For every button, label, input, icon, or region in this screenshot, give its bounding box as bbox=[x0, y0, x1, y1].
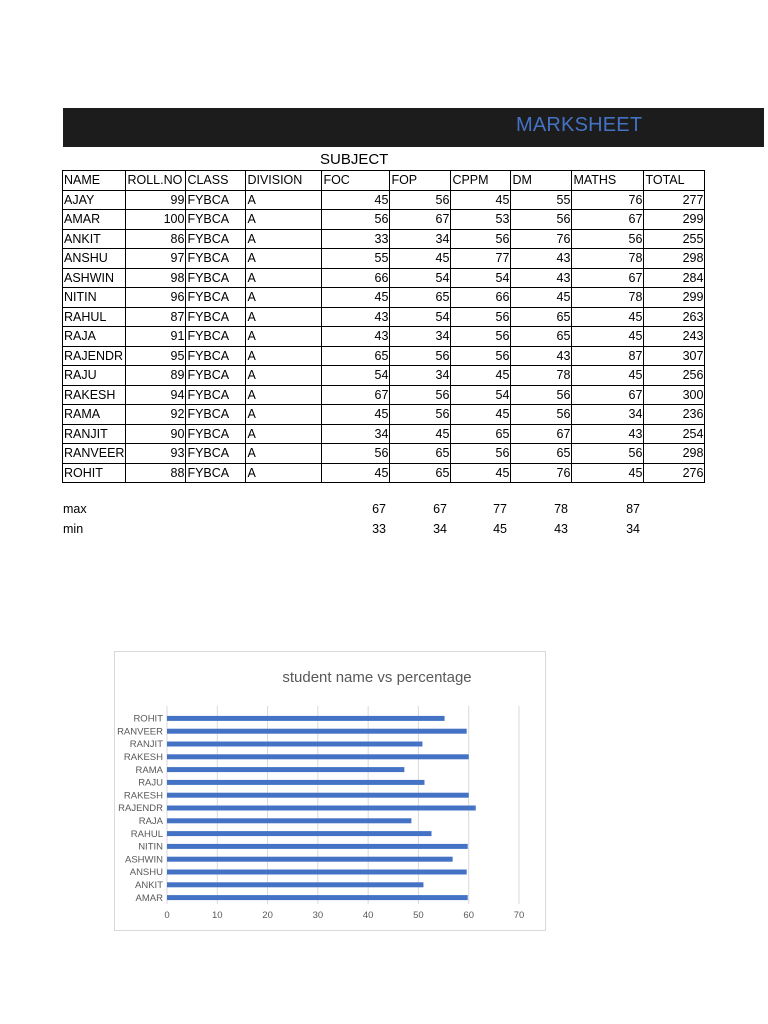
table-cell[interactable]: 34 bbox=[390, 327, 451, 347]
table-cell[interactable]: ANKIT bbox=[63, 229, 126, 249]
table-cell[interactable]: 97 bbox=[126, 249, 186, 269]
table-cell[interactable]: FYBCA bbox=[186, 424, 246, 444]
bar bbox=[167, 844, 468, 849]
stats-label: max bbox=[63, 502, 87, 517]
table-cell[interactable]: 34 bbox=[572, 405, 644, 425]
table-cell[interactable]: 92 bbox=[126, 405, 186, 425]
column-header: DM bbox=[511, 171, 572, 191]
table-cell[interactable]: 91 bbox=[126, 327, 186, 347]
y-category-label: ROHIT bbox=[133, 713, 163, 725]
table-cell[interactable]: 56 bbox=[451, 444, 511, 464]
table-cell[interactable]: 96 bbox=[126, 288, 186, 308]
column-header: TOTAL bbox=[644, 171, 705, 191]
table-cell[interactable]: A bbox=[246, 210, 322, 230]
table-cell[interactable]: ROHIT bbox=[63, 463, 126, 483]
table-cell[interactable]: 56 bbox=[322, 210, 390, 230]
table-row bbox=[63, 463, 705, 483]
table-cell[interactable]: 33 bbox=[322, 229, 390, 249]
table-cell[interactable]: RAHUL bbox=[63, 307, 126, 327]
table-cell[interactable]: 90 bbox=[126, 424, 186, 444]
empty-cell bbox=[123, 500, 183, 520]
table-cell[interactable]: AJAY bbox=[63, 190, 126, 210]
table-cell[interactable]: 67 bbox=[572, 210, 644, 230]
table-row bbox=[63, 307, 705, 327]
stats-row bbox=[62, 520, 641, 540]
table-cell[interactable]: FYBCA bbox=[186, 405, 246, 425]
empty-cell bbox=[243, 520, 319, 540]
table-cell[interactable]: 78 bbox=[572, 288, 644, 308]
table-cell[interactable]: 43 bbox=[511, 249, 572, 269]
table-cell[interactable]: 284 bbox=[644, 268, 705, 288]
table-row bbox=[63, 327, 705, 347]
table-cell[interactable]: 45 bbox=[390, 424, 451, 444]
table-cell[interactable]: 67 bbox=[322, 385, 390, 405]
table-cell[interactable]: 56 bbox=[451, 327, 511, 347]
table-cell[interactable]: 99 bbox=[126, 190, 186, 210]
column-header: MATHS bbox=[572, 171, 644, 191]
table-cell[interactable]: 45 bbox=[572, 463, 644, 483]
y-category-label: ANKIT bbox=[135, 880, 163, 891]
table-row bbox=[63, 366, 705, 386]
table-cell[interactable]: 34 bbox=[390, 366, 451, 386]
table-cell[interactable]: A bbox=[246, 288, 322, 308]
table-cell[interactable]: 56 bbox=[451, 307, 511, 327]
table-cell[interactable]: A bbox=[246, 366, 322, 386]
table-cell[interactable]: 45 bbox=[572, 327, 644, 347]
table-cell[interactable]: 45 bbox=[390, 249, 451, 269]
table-cell[interactable]: 299 bbox=[644, 288, 705, 308]
y-category-label: AMAR bbox=[135, 892, 163, 904]
stats-value: 78 bbox=[554, 502, 568, 517]
table-cell[interactable]: 94 bbox=[126, 385, 186, 405]
bar bbox=[167, 831, 432, 836]
table-cell[interactable]: FYBCA bbox=[186, 327, 246, 347]
table-cell[interactable]: FYBCA bbox=[186, 210, 246, 230]
table-cell[interactable]: FYBCA bbox=[186, 346, 246, 366]
table-cell[interactable]: FYBCA bbox=[186, 444, 246, 464]
table-cell[interactable]: 243 bbox=[644, 327, 705, 347]
table-cell[interactable]: FYBCA bbox=[186, 249, 246, 269]
table-cell[interactable]: 298 bbox=[644, 444, 705, 464]
table-cell[interactable]: 34 bbox=[390, 229, 451, 249]
table-cell[interactable]: 45 bbox=[322, 190, 390, 210]
table-cell[interactable]: 55 bbox=[322, 249, 390, 269]
stats-label: min bbox=[63, 521, 84, 536]
bar bbox=[167, 806, 476, 811]
table-cell[interactable]: 65 bbox=[511, 444, 572, 464]
stats-value: 45 bbox=[493, 521, 507, 536]
table-cell[interactable]: A bbox=[246, 190, 322, 210]
table-row bbox=[63, 405, 705, 425]
table-cell[interactable]: 45 bbox=[322, 288, 390, 308]
bar bbox=[167, 780, 424, 785]
table-cell[interactable]: FYBCA bbox=[186, 229, 246, 249]
stats-value: 33 bbox=[372, 521, 386, 536]
empty-cell bbox=[243, 500, 319, 520]
table-cell[interactable]: 78 bbox=[572, 249, 644, 269]
table-cell[interactable]: 65 bbox=[390, 444, 451, 464]
table-cell[interactable]: 56 bbox=[572, 444, 644, 464]
y-category-label: RAKESH bbox=[123, 752, 163, 763]
column-header: ROLL.NO bbox=[126, 171, 186, 191]
table-cell[interactable]: 86 bbox=[126, 229, 186, 249]
y-category-label: RAHUL bbox=[130, 828, 163, 840]
table-row bbox=[63, 268, 705, 288]
table-row bbox=[63, 229, 705, 249]
table-cell[interactable]: 254 bbox=[644, 424, 705, 444]
table-cell[interactable]: 65 bbox=[390, 288, 451, 308]
table-cell[interactable]: ANSHU bbox=[63, 249, 126, 269]
table-cell[interactable]: 263 bbox=[644, 307, 705, 327]
table-cell[interactable]: 56 bbox=[451, 229, 511, 249]
stats-row bbox=[62, 500, 641, 520]
stats-value: 77 bbox=[493, 502, 507, 517]
table-row bbox=[63, 210, 705, 230]
table-cell[interactable]: A bbox=[246, 444, 322, 464]
table-cell[interactable]: 67 bbox=[572, 385, 644, 405]
table-cell[interactable]: A bbox=[246, 424, 322, 444]
table-cell[interactable]: 307 bbox=[644, 346, 705, 366]
stats-value: 67 bbox=[372, 502, 386, 517]
table-cell[interactable]: 276 bbox=[644, 463, 705, 483]
table-cell[interactable]: RANJIT bbox=[63, 424, 126, 444]
table-cell[interactable]: 53 bbox=[451, 210, 511, 230]
table-row bbox=[63, 444, 705, 464]
table-cell[interactable]: RAJU bbox=[63, 366, 126, 386]
table-cell[interactable]: 93 bbox=[126, 444, 186, 464]
table-cell[interactable]: A bbox=[246, 249, 322, 269]
stats-table bbox=[62, 500, 641, 539]
table-cell[interactable]: 45 bbox=[451, 366, 511, 386]
table-cell[interactable]: 277 bbox=[644, 190, 705, 210]
y-category-label: NITIN bbox=[138, 841, 163, 853]
bar-chart bbox=[115, 652, 545, 930]
table-cell[interactable]: 43 bbox=[511, 346, 572, 366]
table-cell[interactable]: 56 bbox=[390, 346, 451, 366]
y-category-label: RAMA bbox=[135, 764, 163, 776]
bar bbox=[167, 742, 422, 747]
page-title: MARKSHEET bbox=[516, 114, 643, 136]
table-cell[interactable]: A bbox=[246, 327, 322, 347]
table-cell[interactable]: 100 bbox=[126, 210, 186, 230]
table-cell[interactable]: A bbox=[246, 385, 322, 405]
column-header: CLASS bbox=[186, 171, 246, 191]
table-cell[interactable]: A bbox=[246, 307, 322, 327]
bar bbox=[167, 857, 453, 862]
empty-cell bbox=[183, 500, 243, 520]
table-cell[interactable]: 56 bbox=[511, 210, 572, 230]
column-header: FOP bbox=[390, 171, 451, 191]
table-cell[interactable]: 54 bbox=[451, 385, 511, 405]
x-tick-label: 50 bbox=[413, 910, 424, 921]
table-cell[interactable]: A bbox=[246, 229, 322, 249]
chart-container bbox=[114, 651, 546, 931]
y-category-label: RAKESH bbox=[123, 790, 163, 802]
table-cell[interactable]: FYBCA bbox=[186, 288, 246, 308]
y-category-label: RANJIT bbox=[129, 739, 163, 751]
table-cell[interactable]: FYBCA bbox=[186, 366, 246, 386]
table-row bbox=[63, 288, 705, 308]
table-cell[interactable]: RANVEER bbox=[63, 444, 126, 464]
table-cell[interactable]: A bbox=[246, 463, 322, 483]
table-cell[interactable]: 45 bbox=[451, 405, 511, 425]
x-tick-label: 10 bbox=[211, 910, 223, 921]
table-cell[interactable]: 54 bbox=[390, 268, 451, 288]
table-row bbox=[63, 346, 705, 366]
y-category-label: ANSHU bbox=[129, 867, 163, 879]
table-cell[interactable]: 65 bbox=[390, 463, 451, 483]
table-cell[interactable]: A bbox=[246, 346, 322, 366]
table-cell[interactable]: 67 bbox=[511, 424, 572, 444]
y-category-label: RANVEER bbox=[117, 726, 163, 738]
bar bbox=[167, 716, 445, 721]
table-cell[interactable]: RAMA bbox=[63, 405, 126, 425]
marks-table bbox=[62, 170, 705, 483]
table-cell[interactable]: 76 bbox=[572, 190, 644, 210]
table-cell[interactable]: 54 bbox=[451, 268, 511, 288]
chart-title: student name vs percentage bbox=[282, 669, 472, 686]
table-cell[interactable]: 43 bbox=[511, 268, 572, 288]
bar bbox=[167, 767, 404, 772]
table-cell[interactable]: 56 bbox=[451, 346, 511, 366]
table-cell[interactable]: 56 bbox=[390, 405, 451, 425]
x-tick-label: 30 bbox=[312, 910, 324, 921]
table-cell[interactable]: 88 bbox=[126, 463, 186, 483]
table-cell[interactable]: 45 bbox=[322, 463, 390, 483]
table-cell[interactable]: 56 bbox=[511, 405, 572, 425]
table-cell[interactable]: 65 bbox=[451, 424, 511, 444]
table-cell[interactable]: FYBCA bbox=[186, 190, 246, 210]
stats-value: 43 bbox=[554, 521, 568, 536]
table-row bbox=[63, 190, 705, 210]
table-cell[interactable]: 67 bbox=[572, 268, 644, 288]
table-cell[interactable]: 43 bbox=[322, 327, 390, 347]
table-cell[interactable]: 45 bbox=[572, 307, 644, 327]
table-row bbox=[63, 385, 705, 405]
table-cell[interactable]: 87 bbox=[572, 346, 644, 366]
table-cell[interactable]: 45 bbox=[572, 366, 644, 386]
x-tick-label: 60 bbox=[463, 910, 475, 921]
column-header: FOC bbox=[322, 171, 390, 191]
table-cell[interactable]: 89 bbox=[126, 366, 186, 386]
table-cell[interactable]: 55 bbox=[511, 190, 572, 210]
table-cell[interactable]: 56 bbox=[322, 444, 390, 464]
empty-cell bbox=[123, 520, 183, 540]
table-cell[interactable]: 255 bbox=[644, 229, 705, 249]
table-cell[interactable]: 98 bbox=[126, 268, 186, 288]
table-cell[interactable]: A bbox=[246, 268, 322, 288]
marksheet-banner bbox=[63, 108, 764, 147]
table-cell[interactable]: ASHWIN bbox=[63, 268, 126, 288]
table-cell[interactable]: 43 bbox=[322, 307, 390, 327]
x-tick-label: 20 bbox=[262, 910, 273, 921]
y-category-label: RAJU bbox=[138, 777, 163, 789]
table-cell[interactable]: A bbox=[246, 405, 322, 425]
table-row bbox=[63, 249, 705, 269]
x-tick-label: 70 bbox=[513, 910, 525, 921]
stats-value: 67 bbox=[433, 502, 447, 517]
stats-value: 87 bbox=[626, 502, 640, 517]
column-header: DIVISION bbox=[246, 171, 322, 191]
table-cell[interactable]: 78 bbox=[511, 366, 572, 386]
table-cell[interactable]: 34 bbox=[322, 424, 390, 444]
stats-value: 34 bbox=[626, 521, 640, 536]
table-cell[interactable]: RAJENDR bbox=[63, 346, 126, 366]
table-cell[interactable]: 43 bbox=[572, 424, 644, 444]
table-cell[interactable]: 298 bbox=[644, 249, 705, 269]
column-header: CPPM bbox=[451, 171, 511, 191]
bar bbox=[167, 818, 411, 823]
table-cell[interactable]: 45 bbox=[322, 405, 390, 425]
table-cell[interactable]: 56 bbox=[511, 385, 572, 405]
bar bbox=[167, 882, 423, 887]
table-cell[interactable]: 65 bbox=[511, 307, 572, 327]
table-header-row bbox=[63, 171, 705, 191]
table-cell[interactable]: FYBCA bbox=[186, 463, 246, 483]
table-cell[interactable]: 56 bbox=[390, 190, 451, 210]
table-cell[interactable]: FYBCA bbox=[186, 268, 246, 288]
table-cell[interactable]: AMAR bbox=[63, 210, 126, 230]
table-cell[interactable]: RAKESH bbox=[63, 385, 126, 405]
bar bbox=[167, 870, 467, 875]
bar bbox=[167, 729, 467, 734]
y-category-label: RAJENDR bbox=[118, 803, 163, 815]
x-tick-label: 40 bbox=[362, 910, 374, 921]
bar bbox=[167, 793, 469, 798]
bar bbox=[167, 895, 468, 900]
table-cell[interactable]: RAJA bbox=[63, 327, 126, 347]
table-cell[interactable]: 54 bbox=[390, 307, 451, 327]
table-cell[interactable]: FYBCA bbox=[186, 385, 246, 405]
table-cell[interactable]: 56 bbox=[390, 385, 451, 405]
table-cell[interactable]: 236 bbox=[644, 405, 705, 425]
table-cell[interactable]: 76 bbox=[511, 229, 572, 249]
table-cell[interactable]: 66 bbox=[451, 288, 511, 308]
table-cell[interactable]: 45 bbox=[451, 463, 511, 483]
table-cell[interactable]: 95 bbox=[126, 346, 186, 366]
table-cell[interactable]: 56 bbox=[572, 229, 644, 249]
table-cell[interactable]: 76 bbox=[511, 463, 572, 483]
table-cell[interactable]: 77 bbox=[451, 249, 511, 269]
y-category-label: RAJA bbox=[138, 816, 163, 827]
bar bbox=[167, 754, 469, 759]
table-cell[interactable]: 65 bbox=[511, 327, 572, 347]
table-cell[interactable]: 256 bbox=[644, 366, 705, 386]
x-tick-label: 0 bbox=[164, 910, 170, 921]
table-cell[interactable]: 299 bbox=[644, 210, 705, 230]
y-category-label: ASHWIN bbox=[125, 854, 163, 866]
table-cell[interactable]: 66 bbox=[322, 268, 390, 288]
table-cell[interactable]: NITIN bbox=[63, 288, 126, 308]
table-row bbox=[63, 424, 705, 444]
table-cell[interactable]: 45 bbox=[511, 288, 572, 308]
table-cell[interactable]: 87 bbox=[126, 307, 186, 327]
stats-value: 34 bbox=[433, 521, 447, 536]
table-cell[interactable]: 300 bbox=[644, 385, 705, 405]
table-cell[interactable]: 45 bbox=[451, 190, 511, 210]
table-cell[interactable]: 65 bbox=[322, 346, 390, 366]
table-cell[interactable]: 67 bbox=[390, 210, 451, 230]
column-header: NAME bbox=[63, 171, 126, 191]
subject-label: SUBJECT bbox=[320, 151, 389, 168]
table-cell[interactable]: 54 bbox=[322, 366, 390, 386]
empty-cell bbox=[183, 520, 243, 540]
table-cell[interactable]: FYBCA bbox=[186, 307, 246, 327]
